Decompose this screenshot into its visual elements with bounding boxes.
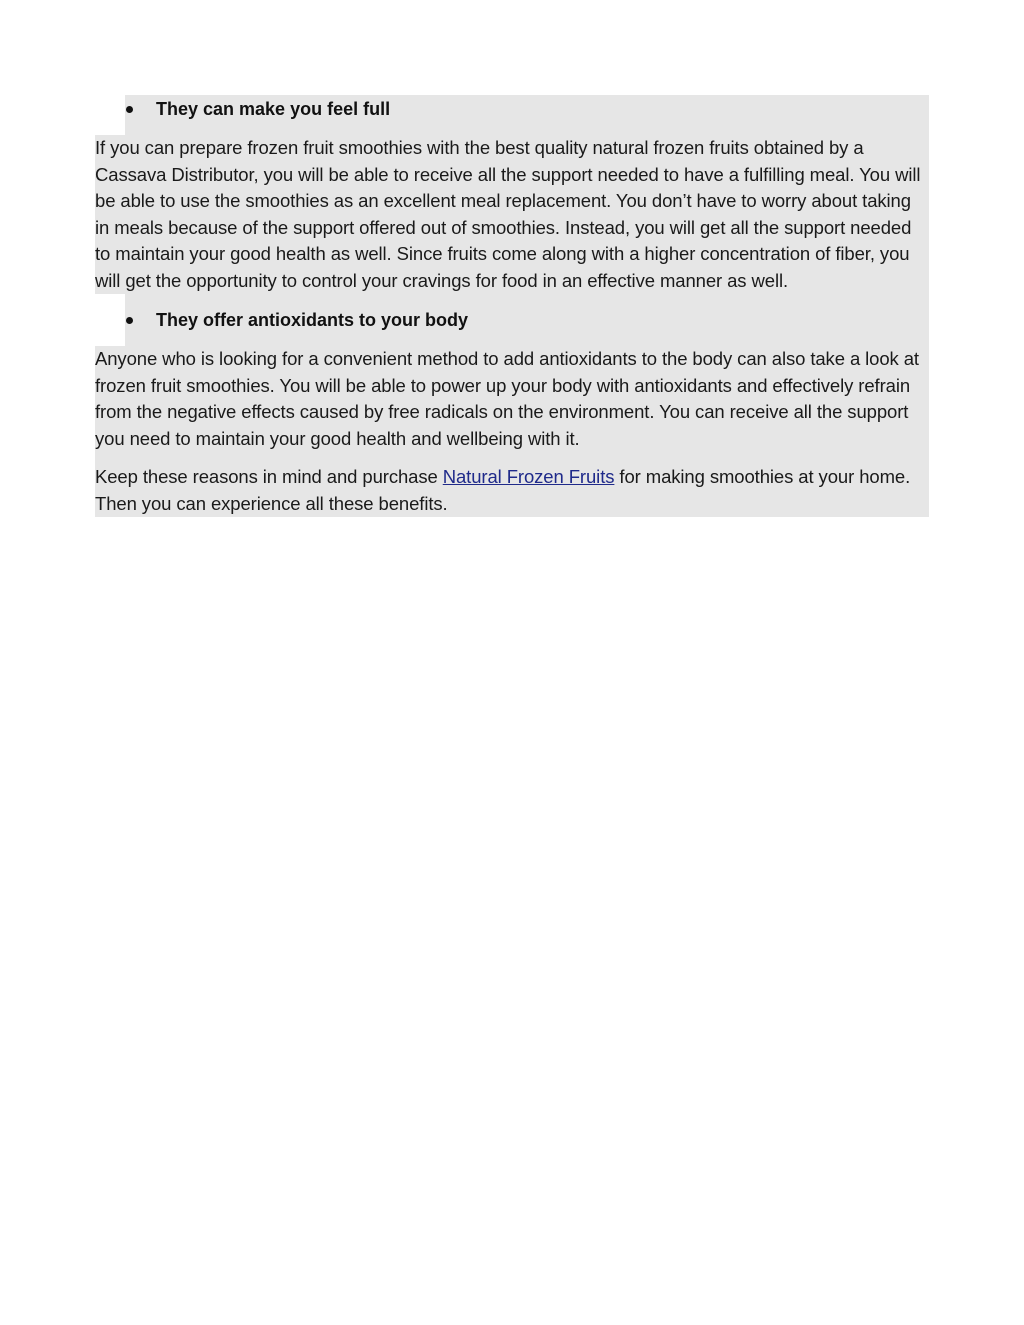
bullet-heading: They offer antioxidants to your body: [156, 309, 469, 330]
bullet-icon: [126, 317, 133, 324]
spacer: [95, 452, 929, 464]
spacer: [95, 123, 929, 135]
bullet-item-antioxidants: [125, 306, 929, 334]
bullet-icon: [126, 106, 133, 113]
body-paragraph: If you can prepare frozen fruit smoothies with the best quality natural frozen fruits obtained by a Cassava Distributor, you will be able to receive all the support needed to have a fulfilling meal. You will be able to use the smoothies as an excellent meal replacement. You don’t have to worry about taking in meals because of the support offered out of smoothies. Instead, you will get all the support needed to maintain your good health as well. Since fruits come along with a higher concentration of fiber, you will get the opportunity to control your cravings for food in an effective manner as well.: [95, 135, 929, 294]
document-content: [95, 95, 929, 517]
spacer: [95, 294, 929, 306]
closing-paragraph: [95, 464, 929, 517]
bullet-item-feel-full: [125, 95, 929, 123]
natural-frozen-fruits-link[interactable]: Natural Frozen Fruits: [442, 466, 615, 487]
bullet-heading: They can make you feel full: [156, 98, 391, 119]
body-paragraph: Anyone who is looking for a convenient method to add antioxidants to the body can also take a look at frozen fruit smoothies. You will be able to power up your body with antioxidants and effectively refrain from the negative effects caused by free radicals on the environment. You can receive all the support you need to maintain your good health and wellbeing with it.: [95, 346, 929, 452]
closing-text-after: for making smoothies at your home. Then you can experience all these benefits.: [95, 466, 911, 514]
closing-text-before: Keep these reasons in mind and purchase: [95, 466, 443, 487]
spacer: [95, 334, 929, 346]
